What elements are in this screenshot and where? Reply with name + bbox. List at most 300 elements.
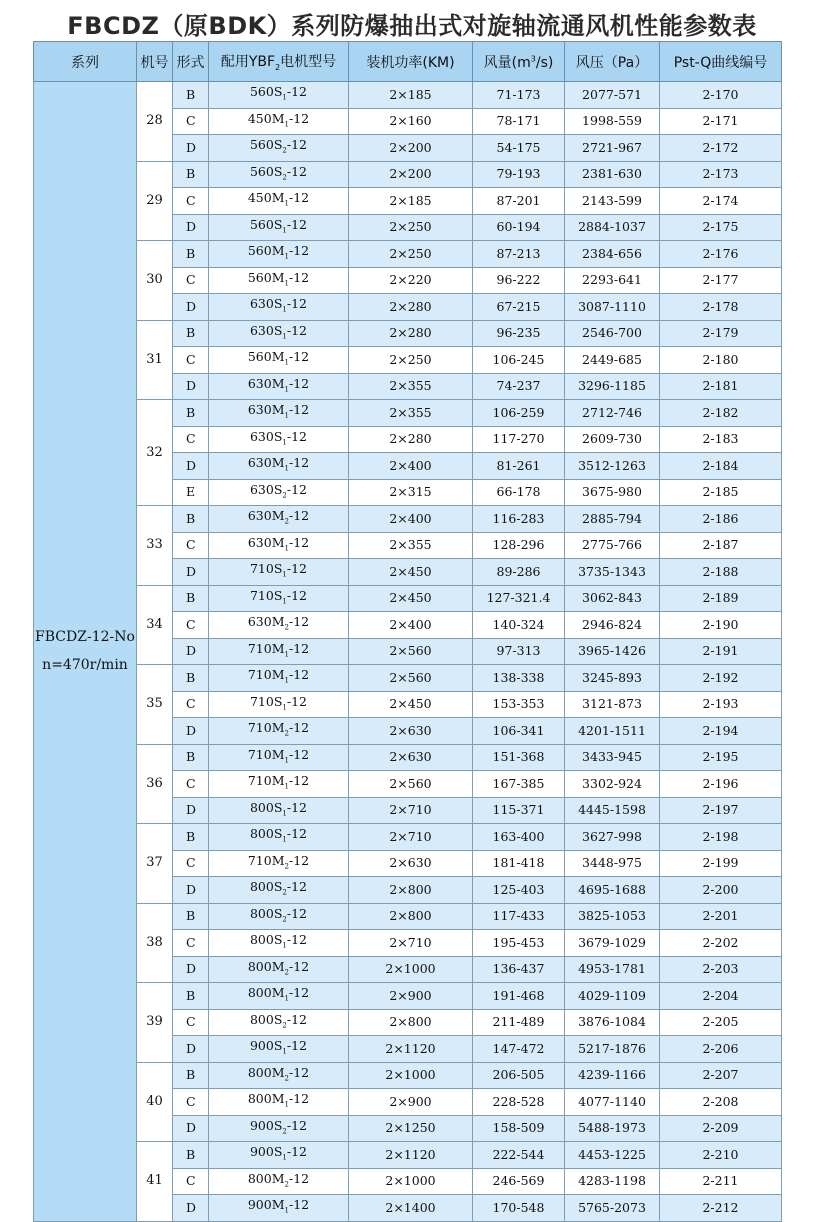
power-cell: 2×450: [349, 585, 473, 612]
motor-cell: $560S_2-12$: [209, 135, 349, 162]
flow-cell: 117-270: [473, 426, 565, 453]
performance-table: [33, 41, 782, 1222]
power-cell: 2×450: [349, 691, 473, 718]
flow-cell: 81-261: [473, 453, 565, 480]
curve-cell: 2-193: [660, 691, 782, 718]
pressure-cell: 4695-1688: [565, 877, 660, 904]
power-cell: 2×160: [349, 108, 473, 135]
power-cell: 2×630: [349, 744, 473, 771]
flow-cell: 106-245: [473, 347, 565, 374]
pressure-cell: 3296-1185: [565, 373, 660, 400]
table-row: [34, 320, 782, 347]
flow-cell: 211-489: [473, 1009, 565, 1036]
flow-cell: 195-453: [473, 930, 565, 957]
motor-cell: $800S_1-12$: [209, 824, 349, 851]
form-cell: B: [173, 82, 209, 109]
pressure-cell: 2143-599: [565, 188, 660, 215]
flow-cell: 181-418: [473, 850, 565, 877]
flow-cell: 158-509: [473, 1115, 565, 1142]
motor-cell: $710M_1-12$: [209, 638, 349, 665]
machine-number: 39: [137, 983, 173, 1063]
table-row: [34, 665, 782, 692]
form-cell: B: [173, 983, 209, 1010]
pressure-cell: 2381-630: [565, 161, 660, 188]
power-cell: 2×1250: [349, 1115, 473, 1142]
form-cell: D: [173, 797, 209, 824]
motor-cell: $710S_1-12$: [209, 585, 349, 612]
curve-cell: 2-172: [660, 135, 782, 162]
form-cell: D: [173, 135, 209, 162]
form-cell: C: [173, 930, 209, 957]
power-cell: 2×1120: [349, 1142, 473, 1169]
curve-cell: 2-212: [660, 1195, 782, 1222]
curve-cell: 2-173: [660, 161, 782, 188]
power-cell: 2×1000: [349, 956, 473, 983]
pressure-cell: 3062-843: [565, 585, 660, 612]
pressure-cell: 4077-1140: [565, 1089, 660, 1116]
power-cell: 2×400: [349, 612, 473, 639]
form-cell: D: [173, 877, 209, 904]
series-name: FBCDZ-12-No: [35, 629, 135, 646]
motor-cell: $560M_1-12$: [209, 241, 349, 268]
machine-number: 40: [137, 1062, 173, 1142]
form-cell: B: [173, 241, 209, 268]
pressure-cell: 2449-685: [565, 347, 660, 374]
flow-cell: 167-385: [473, 771, 565, 798]
motor-cell: $630M_1-12$: [209, 373, 349, 400]
curve-cell: 2-194: [660, 718, 782, 745]
curve-cell: 2-203: [660, 956, 782, 983]
form-cell: B: [173, 320, 209, 347]
series-speed: n=470r/min: [42, 657, 128, 674]
form-cell: B: [173, 161, 209, 188]
curve-cell: 2-200: [660, 877, 782, 904]
flow-cell: 153-353: [473, 691, 565, 718]
form-cell: C: [173, 426, 209, 453]
flow-cell: 106-341: [473, 718, 565, 745]
series-cell: [34, 82, 137, 1222]
header-flow: 风量$(m^3/s)$: [473, 42, 565, 82]
curve-cell: 2-206: [660, 1036, 782, 1063]
header-form: 形式: [173, 42, 209, 82]
machine-number: 34: [137, 585, 173, 665]
curve-cell: 2-196: [660, 771, 782, 798]
motor-cell: $800M_1-12$: [209, 1089, 349, 1116]
table-body: [34, 82, 782, 1222]
machine-number: 32: [137, 400, 173, 506]
curve-cell: 2-199: [660, 850, 782, 877]
form-cell: C: [173, 188, 209, 215]
form-cell: D: [173, 294, 209, 321]
machine-number: 31: [137, 320, 173, 400]
curve-cell: 2-181: [660, 373, 782, 400]
flow-cell: 116-283: [473, 506, 565, 533]
motor-cell: $800M_2-12$: [209, 1168, 349, 1195]
form-cell: C: [173, 771, 209, 798]
flow-cell: 138-338: [473, 665, 565, 692]
pressure-cell: 2546-700: [565, 320, 660, 347]
flow-cell: 191-468: [473, 983, 565, 1010]
power-cell: 2×900: [349, 1089, 473, 1116]
curve-cell: 2-177: [660, 267, 782, 294]
curve-cell: 2-184: [660, 453, 782, 480]
curve-cell: 2-185: [660, 479, 782, 506]
pressure-cell: 5217-1876: [565, 1036, 660, 1063]
flow-cell: 125-403: [473, 877, 565, 904]
curve-cell: 2-201: [660, 903, 782, 930]
power-cell: 2×280: [349, 320, 473, 347]
motor-cell: $900M_1-12$: [209, 1195, 349, 1222]
page-title: FBCDZ（原BDK）系列防爆抽出式对旋轴流通风机性能参数表: [67, 12, 757, 40]
motor-cell: $710S_1-12$: [209, 559, 349, 586]
form-cell: D: [173, 373, 209, 400]
table-row: [34, 241, 782, 268]
form-cell: C: [173, 1089, 209, 1116]
motor-cell: $710M_2-12$: [209, 850, 349, 877]
flow-cell: 71-173: [473, 82, 565, 109]
curve-cell: 2-209: [660, 1115, 782, 1142]
motor-cell: $900S_1-12$: [209, 1036, 349, 1063]
pressure-cell: 3679-1029: [565, 930, 660, 957]
pressure-cell: 3512-1263: [565, 453, 660, 480]
pressure-cell: 2384-656: [565, 241, 660, 268]
form-cell: C: [173, 691, 209, 718]
curve-cell: 2-180: [660, 347, 782, 374]
pressure-cell: 2884-1037: [565, 214, 660, 241]
pressure-cell: 2293-641: [565, 267, 660, 294]
form-cell: B: [173, 744, 209, 771]
table-row: [34, 161, 782, 188]
flow-cell: 78-171: [473, 108, 565, 135]
pressure-cell: 4201-1511: [565, 718, 660, 745]
motor-cell: $450M_1-12$: [209, 188, 349, 215]
table-row: [34, 82, 782, 109]
flow-cell: 128-296: [473, 532, 565, 559]
pressure-cell: 2885-794: [565, 506, 660, 533]
power-cell: 2×630: [349, 718, 473, 745]
power-cell: 2×710: [349, 797, 473, 824]
table-row: [34, 585, 782, 612]
power-cell: 2×185: [349, 188, 473, 215]
curve-cell: 2-192: [660, 665, 782, 692]
curve-cell: 2-186: [660, 506, 782, 533]
power-cell: 2×800: [349, 1009, 473, 1036]
table-row: [34, 903, 782, 930]
motor-cell: $630M_1-12$: [209, 532, 349, 559]
motor-cell: $800S_2-12$: [209, 1009, 349, 1036]
form-cell: D: [173, 956, 209, 983]
curve-cell: 2-190: [660, 612, 782, 639]
flow-cell: 96-222: [473, 267, 565, 294]
curve-cell: 2-204: [660, 983, 782, 1010]
form-cell: C: [173, 612, 209, 639]
flow-cell: 54-175: [473, 135, 565, 162]
motor-cell: $800M_2-12$: [209, 956, 349, 983]
pressure-cell: 4029-1109: [565, 983, 660, 1010]
flow-cell: 106-259: [473, 400, 565, 427]
form-cell: B: [173, 1142, 209, 1169]
power-cell: 2×280: [349, 294, 473, 321]
power-cell: 2×355: [349, 532, 473, 559]
table-row: [34, 1142, 782, 1169]
form-cell: C: [173, 850, 209, 877]
curve-cell: 2-187: [660, 532, 782, 559]
power-cell: 2×800: [349, 903, 473, 930]
motor-cell: $710S_1-12$: [209, 691, 349, 718]
power-cell: 2×1000: [349, 1168, 473, 1195]
motor-cell: $800S_1-12$: [209, 930, 349, 957]
pressure-cell: 2721-967: [565, 135, 660, 162]
form-cell: D: [173, 453, 209, 480]
form-cell: B: [173, 824, 209, 851]
flow-cell: 151-368: [473, 744, 565, 771]
machine-number: 30: [137, 241, 173, 321]
curve-cell: 2-179: [660, 320, 782, 347]
power-cell: 2×1000: [349, 1062, 473, 1089]
flow-cell: 97-313: [473, 638, 565, 665]
motor-cell: $630S_1-12$: [209, 294, 349, 321]
flow-cell: 79-193: [473, 161, 565, 188]
motor-cell: $800M_1-12$: [209, 983, 349, 1010]
power-cell: 2×450: [349, 559, 473, 586]
curve-cell: 2-202: [660, 930, 782, 957]
pressure-cell: 2712-746: [565, 400, 660, 427]
flow-cell: 117-433: [473, 903, 565, 930]
pressure-cell: 5765-2073: [565, 1195, 660, 1222]
power-cell: 2×1120: [349, 1036, 473, 1063]
power-cell: 2×1400: [349, 1195, 473, 1222]
header-series: 系列: [34, 42, 137, 82]
flow-cell: 66-178: [473, 479, 565, 506]
pressure-cell: 3245-893: [565, 665, 660, 692]
form-cell: B: [173, 903, 209, 930]
motor-cell: $800S_1-12$: [209, 797, 349, 824]
flow-cell: 163-400: [473, 824, 565, 851]
motor-cell: $560M_1-12$: [209, 267, 349, 294]
table-header-row: [34, 42, 782, 82]
flow-cell: 67-215: [473, 294, 565, 321]
motor-cell: $710M_1-12$: [209, 744, 349, 771]
power-cell: 2×710: [349, 824, 473, 851]
curve-cell: 2-210: [660, 1142, 782, 1169]
power-cell: 2×355: [349, 400, 473, 427]
curve-cell: 2-208: [660, 1089, 782, 1116]
machine-number: 37: [137, 824, 173, 904]
form-cell: B: [173, 506, 209, 533]
flow-cell: 140-324: [473, 612, 565, 639]
curve-cell: 2-182: [660, 400, 782, 427]
header-pressure: 风压（Pa）: [565, 42, 660, 82]
form-cell: C: [173, 108, 209, 135]
pressure-cell: 2946-824: [565, 612, 660, 639]
power-cell: 2×400: [349, 453, 473, 480]
flow-cell: 206-505: [473, 1062, 565, 1089]
pressure-cell: 3675-980: [565, 479, 660, 506]
flow-cell: 96-235: [473, 320, 565, 347]
power-cell: 2×630: [349, 850, 473, 877]
curve-cell: 2-191: [660, 638, 782, 665]
header-motor: 配用$YBF_2$电机型号: [209, 42, 349, 82]
motor-cell: $800S_2-12$: [209, 877, 349, 904]
form-cell: D: [173, 1115, 209, 1142]
curve-cell: 2-211: [660, 1168, 782, 1195]
pressure-cell: 4953-1781: [565, 956, 660, 983]
flow-cell: 136-437: [473, 956, 565, 983]
pressure-cell: 4453-1225: [565, 1142, 660, 1169]
curve-cell: 2-170: [660, 82, 782, 109]
machine-number: 29: [137, 161, 173, 241]
motor-cell: $560S_1-12$: [209, 82, 349, 109]
power-cell: 2×220: [349, 267, 473, 294]
flow-cell: 228-528: [473, 1089, 565, 1116]
motor-cell: $900S_1-12$: [209, 1142, 349, 1169]
curve-cell: 2-198: [660, 824, 782, 851]
curve-cell: 2-178: [660, 294, 782, 321]
pressure-cell: 3087-1110: [565, 294, 660, 321]
machine-number: 28: [137, 82, 173, 162]
flow-cell: 74-237: [473, 373, 565, 400]
pressure-cell: 3433-945: [565, 744, 660, 771]
power-cell: 2×250: [349, 347, 473, 374]
pressure-cell: 3965-1426: [565, 638, 660, 665]
form-cell: B: [173, 665, 209, 692]
curve-cell: 2-183: [660, 426, 782, 453]
form-cell: C: [173, 1168, 209, 1195]
form-cell: C: [173, 532, 209, 559]
power-cell: 2×560: [349, 638, 473, 665]
motor-cell: $560S_2-12$: [209, 161, 349, 188]
machine-number: 41: [137, 1142, 173, 1222]
pressure-cell: 4283-1198: [565, 1168, 660, 1195]
pressure-cell: 3735-1343: [565, 559, 660, 586]
form-cell: B: [173, 1062, 209, 1089]
flow-cell: 127-321.4: [473, 585, 565, 612]
motor-cell: $630M_1-12$: [209, 400, 349, 427]
form-cell: D: [173, 1036, 209, 1063]
power-cell: 2×250: [349, 241, 473, 268]
form-cell: E: [173, 479, 209, 506]
power-cell: 2×400: [349, 506, 473, 533]
curve-cell: 2-176: [660, 241, 782, 268]
form-cell: D: [173, 559, 209, 586]
pressure-cell: 2775-766: [565, 532, 660, 559]
flow-cell: 147-472: [473, 1036, 565, 1063]
power-cell: 2×355: [349, 373, 473, 400]
table-row: [34, 400, 782, 427]
motor-cell: $630S_1-12$: [209, 320, 349, 347]
machine-number: 35: [137, 665, 173, 745]
form-cell: C: [173, 347, 209, 374]
power-cell: 2×800: [349, 877, 473, 904]
flow-cell: 246-569: [473, 1168, 565, 1195]
curve-cell: 2-175: [660, 214, 782, 241]
curve-cell: 2-207: [660, 1062, 782, 1089]
motor-cell: $630S_2-12$: [209, 479, 349, 506]
form-cell: C: [173, 1009, 209, 1036]
pressure-cell: 3302-924: [565, 771, 660, 798]
pressure-cell: 3825-1053: [565, 903, 660, 930]
power-cell: 2×185: [349, 82, 473, 109]
pressure-cell: 2609-730: [565, 426, 660, 453]
form-cell: D: [173, 214, 209, 241]
power-cell: 2×200: [349, 135, 473, 162]
motor-cell: $630M_1-12$: [209, 453, 349, 480]
motor-cell: $800S_2-12$: [209, 903, 349, 930]
motor-cell: $560M_1-12$: [209, 347, 349, 374]
table-row: [34, 506, 782, 533]
flow-cell: 115-371: [473, 797, 565, 824]
power-cell: 2×315: [349, 479, 473, 506]
flow-cell: 60-194: [473, 214, 565, 241]
form-cell: D: [173, 1195, 209, 1222]
header-machine: 机号: [137, 42, 173, 82]
table-row: [34, 744, 782, 771]
pressure-cell: 4445-1598: [565, 797, 660, 824]
power-cell: 2×200: [349, 161, 473, 188]
form-cell: D: [173, 638, 209, 665]
form-cell: C: [173, 267, 209, 294]
header-power: 装机功率(KM): [349, 42, 473, 82]
motor-cell: $900S_2-12$: [209, 1115, 349, 1142]
table-row: [34, 983, 782, 1010]
motor-cell: $630M_2-12$: [209, 506, 349, 533]
form-cell: B: [173, 400, 209, 427]
motor-cell: $560S_1-12$: [209, 214, 349, 241]
curve-cell: 2-197: [660, 797, 782, 824]
pressure-cell: 2077-571: [565, 82, 660, 109]
machine-number: 36: [137, 744, 173, 824]
curve-cell: 2-195: [660, 744, 782, 771]
form-cell: D: [173, 718, 209, 745]
power-cell: 2×250: [349, 214, 473, 241]
flow-cell: 89-286: [473, 559, 565, 586]
machine-number: 33: [137, 506, 173, 586]
power-cell: 2×560: [349, 771, 473, 798]
pressure-cell: 3627-998: [565, 824, 660, 851]
header-curve: Pst-Q曲线编号: [660, 42, 782, 82]
form-cell: B: [173, 585, 209, 612]
machine-number: 38: [137, 903, 173, 983]
power-cell: 2×560: [349, 665, 473, 692]
pressure-cell: 1998-559: [565, 108, 660, 135]
curve-cell: 2-205: [660, 1009, 782, 1036]
motor-cell: $630M_2-12$: [209, 612, 349, 639]
motor-cell: $800M_2-12$: [209, 1062, 349, 1089]
flow-cell: 87-213: [473, 241, 565, 268]
pressure-cell: 3876-1084: [565, 1009, 660, 1036]
power-cell: 2×900: [349, 983, 473, 1010]
table-row: [34, 824, 782, 851]
pressure-cell: 4239-1166: [565, 1062, 660, 1089]
power-cell: 2×710: [349, 930, 473, 957]
motor-cell: $450M_1-12$: [209, 108, 349, 135]
curve-cell: 2-174: [660, 188, 782, 215]
flow-cell: 170-548: [473, 1195, 565, 1222]
motor-cell: $630S_1-12$: [209, 426, 349, 453]
table-row: [34, 1062, 782, 1089]
curve-cell: 2-171: [660, 108, 782, 135]
pressure-cell: 3121-873: [565, 691, 660, 718]
motor-cell: $710M_2-12$: [209, 718, 349, 745]
pressure-cell: 5488-1973: [565, 1115, 660, 1142]
curve-cell: 2-189: [660, 585, 782, 612]
motor-cell: $710M_1-12$: [209, 771, 349, 798]
flow-cell: 87-201: [473, 188, 565, 215]
motor-cell: $710M_1-12$: [209, 665, 349, 692]
pressure-cell: 3448-975: [565, 850, 660, 877]
power-cell: 2×280: [349, 426, 473, 453]
curve-cell: 2-188: [660, 559, 782, 586]
